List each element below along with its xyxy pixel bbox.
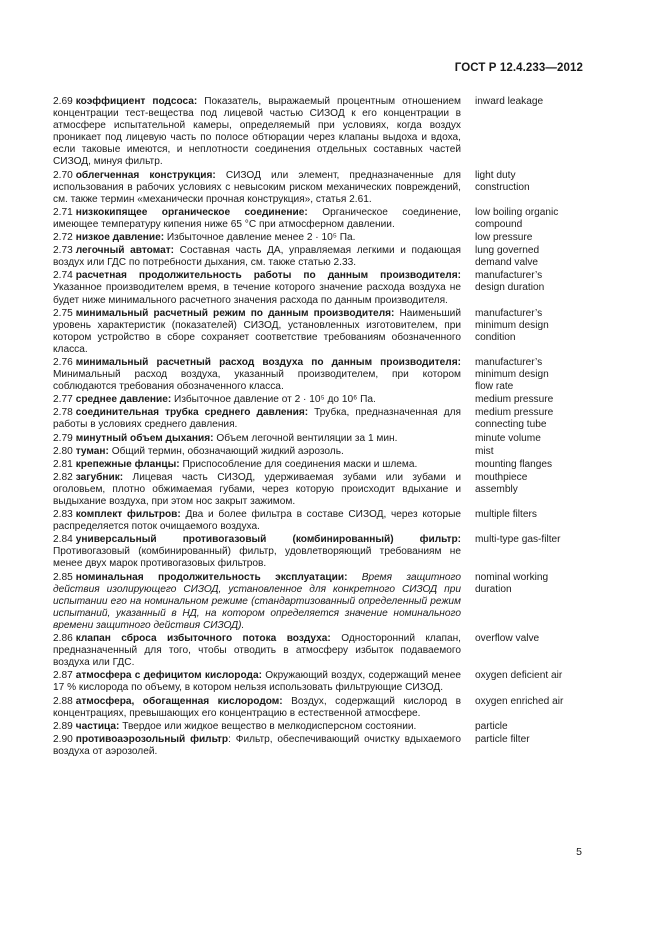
term-entry [53,394,593,406]
term-definition [53,245,461,269]
term-text: Минимальный расход воздуха, указанный производителем, при котором соблюдаются требования обозначенного класса. [53,369,461,393]
term-entry [53,670,593,694]
term-name: атмосфера, обогащенная кислородом: [75,695,283,707]
term-text: Указанное производителем время, в течение которого значение расхода воздуха не будет ниже минимального расчетного значения расхода по данным производителя. [53,282,461,306]
term-text: Органическое соединение, имеющее температуру кипения ниже 65 °С при атмосферном давлении. [53,206,461,230]
term-entry [53,459,593,471]
term-definition [53,96,461,169]
term-text: Избыточное давление от 2 · 10⁵ до 10⁶ Па. [174,394,376,406]
term-number: 2.80 [53,445,73,457]
term-name: облегченная конструкция: [75,169,216,181]
term-name: минимальный расчетный расход воздуха по данным производителя: [75,356,461,368]
term-text: Воздух, содержащий кислород в концентрациях, превышающих его концентрацию в естественной атмосфере. [53,695,461,719]
term-definition [53,170,461,206]
term-number: 2.71 [53,206,73,218]
term-name: клапан сброса избыточного потока воздуха: [75,633,331,645]
term-text: Объем легочной вентиляции за 1 мин. [216,432,398,444]
term-english-equivalent: lung governed demand valve [475,245,540,269]
term-english-equivalent: particle filter [475,733,530,745]
term-entry [53,534,593,570]
term-entry [53,207,593,231]
term-definition [53,270,461,306]
term-definition [53,308,461,356]
term-number: 2.79 [53,432,73,444]
term-name: комплект фильтров: [75,509,181,521]
term-entry [53,407,593,431]
term-number: 2.88 [53,695,73,707]
term-text: Односторонний клапан, предназначенный для того, чтобы отводить в атмосферу избыток подаваемого воздуха или ГДС. [53,633,461,669]
term-text: Избыточное давление менее 2 · 10⁵ Па. [166,232,356,244]
term-entry [53,721,593,733]
term-entry [53,170,593,206]
terms-list [53,96,593,759]
term-number: 2.76 [53,356,73,368]
term-name: частица: [75,720,120,732]
term-name: среднее давление: [75,394,172,406]
term-number: 2.87 [53,670,73,682]
term-english-equivalent: medium pressure [475,394,554,406]
term-english-equivalent: manufacturer’s minimum design flow rate [475,356,549,393]
term-definition [53,509,461,533]
term-definition [53,734,461,758]
term-text: Приспособление для соединения маски и шлема. [182,458,418,470]
term-name: номинальная продолжительность эксплуатации: [75,571,348,583]
term-name: атмосфера с дефицитом кислорода: [75,670,262,682]
term-english-equivalent: manufacturer’s minimum design condition [475,307,549,343]
term-definition [53,232,461,244]
term-name: соединительная трубка среднего давления: [75,407,309,419]
term-name: крепежные фланцы: [75,458,180,470]
term-text: : Фильтр, обеспечивающий очистку вдыхаемого воздуха от аэрозолей. [53,733,461,757]
term-name: легочный автомат: [75,245,175,257]
term-definition [53,534,461,570]
term-name: коэффициент подсоса: [75,96,198,107]
term-definition [53,633,461,669]
term-english-equivalent: manufacturer’s design duration [475,270,545,294]
term-english-equivalent: multi-type gas-filter [475,534,561,546]
term-text: Окружающий воздух, содержащий менее 17 % кислорода по объему, в котором нельзя использовать фильтрующие СИЗОД. [53,670,461,694]
term-english-equivalent: nominal working duration [475,571,549,595]
term-english-equivalent: mist [475,445,494,457]
term-english-equivalent: mounting flanges [475,458,553,470]
term-text: СИЗОД или элемент, предназначенные для использования в рабочих условиях с невысоким риском механических повреждений, см. также термин «механически прочная конструкция», статья 2.61. [53,169,461,205]
term-number: 2.85 [53,571,73,583]
term-definition [53,696,461,720]
term-text: Противогазовый (комбинированный) фильтр, удовлетворяющий требованиям не менее двух марок противогазовых фильтров. [53,546,461,570]
term-name: универсальный противогазовый (комбинированный) фильтр: [75,534,461,546]
term-definition [53,433,461,445]
term-number: 2.81 [53,458,73,470]
term-english-equivalent: light duty construction [475,169,530,193]
term-name: расчетная продолжительность работы по данным производителя: [75,270,461,282]
term-number: 2.70 [53,169,73,181]
term-name: противоаэрозольный фильтр [75,733,229,745]
term-english-equivalent: particle [475,720,508,732]
term-english-equivalent: low boiling organic compound [475,206,559,230]
term-text: Наименьший уровень характеристик (показателей) СИЗОД, установленных изготовителем, при котором устройство в сборе сохраняет соответствие требованиям обозначенного класса. [53,307,461,355]
term-number: 2.69 [53,96,73,107]
term-english-equivalent: oxygen deficient air [475,670,563,682]
term-english-equivalent: overflow valve [475,633,540,645]
term-number: 2.90 [53,733,73,745]
term-entry [53,734,593,758]
term-number: 2.73 [53,245,73,257]
term-number: 2.77 [53,394,73,406]
term-definition [53,207,461,231]
term-number: 2.78 [53,407,73,419]
term-definition [53,459,461,471]
term-text: Общий термин, обозначающий жидкий аэрозоль. [111,445,344,457]
term-entry [53,572,593,632]
term-entry [53,633,593,669]
term-number: 2.89 [53,720,73,732]
term-entry [53,472,593,508]
term-text: Составная часть ДА, управляемая легкими и подающая воздух или ГДС по потребности дыхания, см. также статью 2.33. [53,245,461,269]
term-entry [53,433,593,445]
term-number: 2.72 [53,232,73,244]
term-number: 2.74 [53,270,73,282]
term-text: Два и более фильтра в составе СИЗОД, через которые распределяется поток очищаемого воздуха. [53,509,461,533]
term-name: загубник: [75,471,124,483]
page-number: 5 [576,846,582,858]
term-entry [53,509,593,533]
term-name: низкое давление: [75,232,165,244]
term-entry [53,270,593,306]
term-definition [53,407,461,431]
term-definition [53,572,461,632]
term-english-equivalent: multiple filters [475,509,537,521]
term-name: минимальный расчетный режим по данным производителя: [75,307,395,319]
term-name: низкокипящее органическое соединение: [75,206,308,218]
term-definition [53,670,461,694]
term-english-equivalent: low pressure [475,232,533,244]
term-definition [53,446,461,458]
term-entry [53,96,593,169]
term-english-equivalent: minute volume [475,432,541,444]
term-name: минутный объем дыхания: [75,432,214,444]
term-entry [53,245,593,269]
term-number: 2.83 [53,509,73,521]
term-entry [53,232,593,244]
term-name: туман: [75,445,109,457]
term-definition [53,394,461,406]
term-english-equivalent: oxygen enriched air [475,695,564,707]
term-definition [53,721,461,733]
term-text: Время защитного действия изолирующего СИЗОД, установленное для конкретного СИЗОД при испытании его на номинальном режиме (стандартизованный определенный режим испытаний, указанный в НД, на котором определяется значение номинального времени защитного действия СИЗОД). [53,571,461,631]
term-definition [53,357,461,393]
term-english-equivalent: mouthpiece assembly [475,471,528,495]
document-standard-number: ГОСТ Р 12.4.233—2012 [454,62,583,74]
term-text: Трубка, предназначенная для работы в условиях среднего давления. [53,407,461,431]
term-entry [53,308,593,356]
term-english-equivalent: inward leakage [475,96,544,107]
term-entry [53,696,593,720]
term-number: 2.86 [53,633,73,645]
term-text: Твердое или жидкое вещество в мелкодисперсном состоянии. [122,720,417,732]
term-entry [53,446,593,458]
term-text: Лицевая часть СИЗОД, удерживаемая зубами или зубами и оголовьем, плотно обжимаемая губами, через которую происходит вдыхание и выдыхание воздуха, при этом нос закрыт зажимом. [53,471,461,507]
term-entry [53,357,593,393]
term-text: Показатель, выражаемый процентным отношением концентрации тест-вещества под лицевой частью СИЗОД к его концентрации в атмосфере испытательной камеры, определяемый при условиях, когда воздух проникает под лицевую часть по полосе обтюрации через клапаны выдоха и вдоха, если таковые имеются, и неплотности соединения отдельных составных частей СИЗОД, минуя фильтр. [53,96,461,168]
term-english-equivalent: medium pressure connecting tube [475,407,554,431]
term-number: 2.84 [53,534,73,546]
term-number: 2.75 [53,307,73,319]
term-definition [53,472,461,508]
term-number: 2.82 [53,471,73,483]
